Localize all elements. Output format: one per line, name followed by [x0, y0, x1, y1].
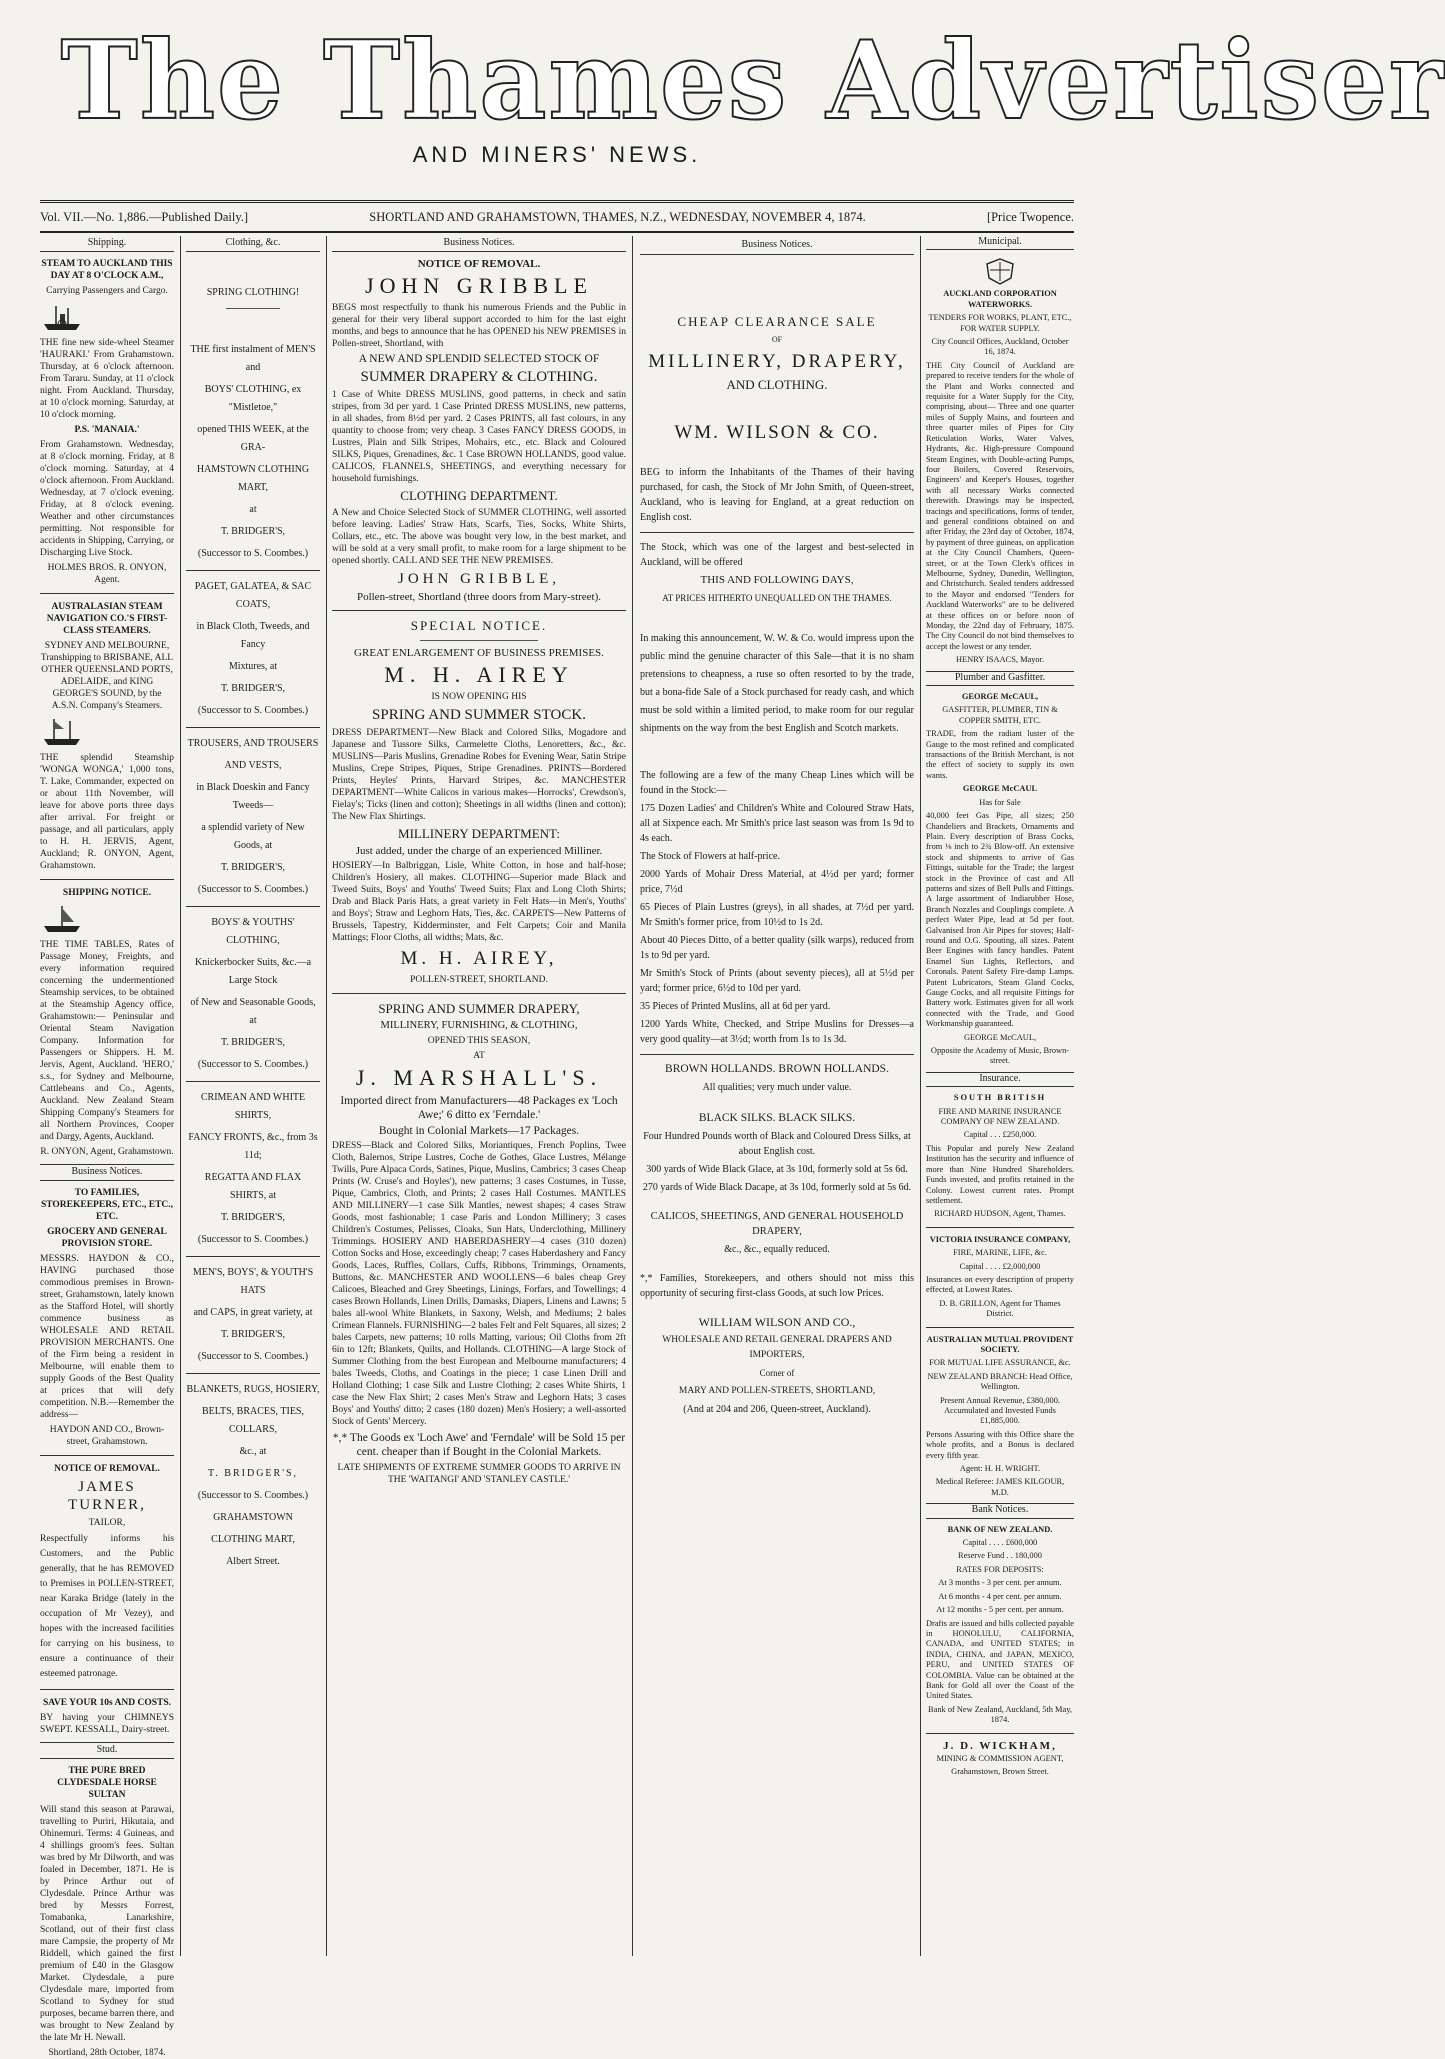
ad-body: BY having your CHIMNEYS SWEPT. KESSALL, Dairy-street.	[40, 1713, 174, 1735]
ad-line: a splendid variety of New Goods, at	[201, 822, 305, 851]
ad-body: 300 yards of Wide Black Glace, at 3s 10d, formerly sold at 5s 6d.	[646, 1164, 908, 1175]
section-heading: Plumber and Gasfitter.	[926, 671, 1074, 686]
section-heading: Insurance.	[926, 1072, 1074, 1087]
ad-line: HAMSTOWN CLOTHING MART,	[196, 464, 310, 493]
dateline	[40, 200, 1074, 233]
ad-body: TRADE, from the radiant luster of the Gauge to the most refined and complicated transactions of the British Merchant, is not the effect of society to supply its own wants.	[926, 729, 1074, 780]
ad-heading: NOTICE OF REMOVAL.	[54, 1464, 160, 1474]
ad-body: The following are a few of the many Cheap Lines which will be found in the Stock:—	[640, 770, 914, 796]
ad-heading: CALICOS, SHEETINGS, AND GENERAL HOUSEHOLD DRAPERY,	[650, 1211, 904, 1237]
ad-body: 270 yards of Wide Black Dacape, at 3s 10d, formerly sold at 5s 6d.	[642, 1182, 912, 1193]
ad-line: BELTS, BRACES, TIES, COLLARS,	[202, 1406, 304, 1435]
column-municipal	[926, 236, 1074, 1956]
ad-line: 175 Dozen Ladies' and Children's White and Coloured Straw Hats, all at Sixpence each. Mr Smith's price last season was from 1s 9d to 4s each.	[640, 803, 914, 844]
ad-address: POLLEN-STREET, SHORTLAND.	[410, 975, 548, 985]
ad-body: From Grahamstown. Wednesday, at 8 o'clock morning. Friday, at 8 o'clock morning. Saturday, at 4 o'clock afternoon. From Auckland. Wednesday, at 7 o'clock evening. Friday, at 8 o'clock evening. Weather and other circumstances permitting. Not responsible for accidents in Shipping, Carrying, or Discharging Live Stock.	[40, 440, 174, 558]
ad-subheading: NEW ZEALAND BRANCH: Head Office, Wellington.	[927, 1371, 1073, 1392]
ad-name: WM. WILSON & CO.	[674, 422, 880, 443]
masthead-subtitle: AND MINERS' NEWS.	[412, 142, 702, 167]
ad-name: WILLIAM WILSON AND CO.,	[698, 1315, 856, 1329]
ad-body	[186, 578, 320, 720]
ad-signature: GEORGE McCAUL,	[963, 1032, 1037, 1042]
ad-signature: R. ONYON, Agent, Grahamstown.	[40, 1147, 174, 1157]
ad-body	[186, 914, 320, 1074]
ad-body: The Stock, which was one of the largest and best-selected in Auckland, will be offered	[640, 542, 914, 568]
ad-line: THE first instalment of MEN'S and	[190, 344, 316, 373]
ad-subheading: OF	[771, 335, 783, 344]
ad-signature: JOHN GRIBBLE,	[397, 571, 560, 587]
masthead	[40, 18, 1445, 167]
volume-number: Vol. VII.—No. 1,886.—Published Daily.]	[40, 209, 249, 224]
section-heading: Business Notices.	[332, 236, 626, 252]
ad-body: In making this announcement, W. W. & Co. would impress upon the public mind the genuine character of this Sale—that it is no sham pretensions to cheapness, a ruse so often resorted to by the trade, but a bona-fide Sale of a Stock purchased for ready cash, and which must be sold within a limited period, to make room for our regular shipments on the way from the best English and Scotch markets.	[640, 633, 914, 734]
column-rule	[326, 236, 327, 1956]
ad-heading: TO FAMILIES, STOREKEEPERS, ETC., ETC., ETC.	[40, 1188, 174, 1222]
ad-line: (Successor to S. Coombes.)	[197, 1234, 309, 1245]
ad-signature: D. B. GRILLON, Agent for Thames District.	[939, 1298, 1061, 1319]
ad-subheading: MILLINERY, FURNISHING, & CLOTHING,	[380, 1020, 578, 1031]
ad-body	[186, 1264, 320, 1366]
ad-body: Drafts are issued and bills collected payable in HONOLULU, CALIFORNIA, CANADA, and UNITED STATES; in INDIA, CHINA, and JAPAN, MEXICO, PERU, and UNITED STATES OF COLOMBIA. Value can be obtained at the Bank for Gold all over the Coast of the United States.	[926, 1618, 1074, 1701]
ad-line: Mixtures, at	[228, 661, 278, 672]
ad-heading: SPECIAL NOTICE.	[410, 618, 548, 633]
ad-subheading: FIRE, MARINE, LIFE, &c.	[953, 1248, 1047, 1258]
ad-note: LATE SHIPMENTS OF EXTREME SUMMER GOODS TO ARRIVE IN THE 'WAITANGI' AND 'STANLEY CASTLE.'	[337, 1463, 621, 1485]
ad-heading: SPRING AND SUMMER DRAPERY,	[378, 1001, 580, 1016]
ad-rate: At 3 months - 3 per cent. per annum.	[938, 1578, 1062, 1588]
section-heading: Business Notices.	[640, 236, 914, 255]
section-heading: Shipping.	[40, 236, 174, 252]
ad-subheading: IS NOW OPENING HIS	[431, 692, 527, 702]
ad-line: &c., at	[239, 1446, 267, 1457]
ad-subheading: GREAT ENLARGEMENT OF BUSINESS PREMISES.	[354, 647, 604, 659]
ad-body: BEGS most respectfully to thank his numerous Friends and the Public in general for their very liberal support accorded to him for the last eight months, and begs to announce that he has OPENED his NEW PREMISES in Pollen-street, Shortland, with	[332, 303, 626, 349]
ad-heading: MILLINERY, DRAPERY,	[648, 351, 906, 372]
ad-body: Present Annual Revenue, £380,000. Accumulated and Invested Funds £1,885,000.	[939, 1395, 1061, 1426]
ad-rate: At 12 months - 5 per cent. per annum.	[936, 1605, 1064, 1615]
ad-line: in Black Doeskin and Fancy Tweeds—	[196, 782, 310, 811]
ad-body: THE City Council of Auckland are prepared to receive tenders for the whole of the Plant and Works connected and requisite for a Water Supply for the City, comprising, about— Three and one quarter miles of Supply Mains, and fourteen and three quarter miles of Pipes for City Reticulation Works, Water Valves, Hydrants, &c. High-pressure Compound Steam Engines, with Double-acting Pumps, four Boilers, Covered Reservoirs, Engineers' and Keeper's Houses, together with all necessary Works connected therewith. Drawings may be inspected, tracings and specifications, forms of tender, and general conditions obtained on and after Friday, the 23rd day of October, 1874, by payment of three guineas, on application at the City Council Chambers, Queen-street, or at the Town Clerk's offices in Melbourne, Sydney, Dunedin, Wellington, and Christchurch. Sealed tenders addressed to the Mayor and endorsed "Tenders for Auckland Waterworks" are to be delivered at these offices on or before noon of Monday, the 22nd day of February, 1875. The City Council do not bind themselves to accept the lowest or any tender.	[926, 360, 1074, 651]
steamship-icon	[40, 902, 84, 936]
ad-heading: P.S. 'MANAIA.'	[74, 425, 140, 435]
ad-body	[186, 1089, 320, 1249]
ad-body: HOSIERY—In Balbriggan, Lisle, White Cotton, in hose and half-hose; Children's Hosiery, all makes. CLOTHING—Superior made Black and Tweed Suits, Boys' and Youths' Tweed Suits; Flax and Long Cloth Shirts; Drab and Black Paris Hats, a great variety in Felt Hats—in Men's, Youths' and Boys'; Straw and Leghorn Hats, Ties, &c. CARPETS—New Patterns of Brussels, Tapestry, Kidderminster, and Felt Carpets; Coir and Manila Mattings; Floor Cloths, all widths; Mats, &c.	[332, 861, 626, 943]
ad-body: DRESS—Black and Colored Silks, Moriantiques, French Poplins, Twee Cloth, Balernos, Stripe Lustres, Coche de Gothes, Glace Lustres, Mélange Twills, Pure Alpaca Cords, Satines, Pique, Muslins, Cambrics; 3 cases Cheap Prints (W. Cruse's and Hoyles'), new patterns; 3 cases Costumes, in Tusse, Pique, Cambrics, Cloth, and Prints; 2 cases Hall Costumes. MANTLES AND MILLINERY—1 case Silk Mantles, newest shapes; 4 cases Straw Goods, most fashionable; 1 case Paris and London Millinery; 3 cases Children's Costumes, Pelisses, Cloaks, Sun Hats, Underclothing, Millinery Trimmings. HOSIERY AND HABERDASHERY—4 cases (310 dozen) Cotton Socks and Hose, exceedingly cheap; 7 cases Haberdashery and Fancy Goods, Laces, Ruffles, Collars, Cuffs, Ribbons, Trimmings, Ornaments, Buttons, &c. MANCHESTER AND WOOLLENS—6 bales cheap Grey Calicoes, Bleached and Grey Sheetings, Linings, Forfars, and Towellings; 4 cases Brown Hollands, Linen Drills, Damasks, Diapers, Linens and Lawns; 5 bales all-wool White Blankets, in Saxony, Welsh, and Mediums; 2 bales Crimean Flannels. FURNISHING—2 bales Felt and Felt Squares, all sizes; 2 bales Carpets, new patterns; 10 rolls Matting, various; Oil Cloths from 2ft 6in to 12ft; Blankets, Quilts, and Hollands. CLOTHING—A large Stock of Summer Clothing from the best European and Melbourne manufacturers; 4 bales Tweeds, Cloths, and Coatings in the piece; 1 case Linen Drill and Holland Clothing; 1 case Silk and Lustre Clothing; 2 cases White Shirts, 1 case the New Flax Shirt; 2 cases Men's Straw and Leghorn Hats; 3 cases Boys' and Youths' ditto; 2 cases (180 dozen) Men's Hosiery; a well-assorted Stock of Gents' Mercery.	[332, 1141, 626, 1427]
ad-subheading: AT	[473, 1051, 485, 1061]
ad-body: 1 Case of White DRESS MUSLINS, good patterns, in check and satin stripes, from 3d per yard. 1 Case Printed DRESS MUSLINS, new patterns, in all shades, from 8½d per yard. 2 Cases PRINTS, all fast colours, in any quantity to choose from; very cheap. 3 Cases FANCY DRESS GOODS, in Lustres, Plain and Silk Stripes, Mohairs, etc., etc. Black and Coloured SILKS, Piques, Grenadines, &c. 1 Case BROWN HOLLANDS, good value. CALICOS, FLANNELS, SHEETINGS, and everything necessary for household furnishings.	[332, 390, 626, 484]
ad-name: GEORGE McCAUL	[962, 784, 1038, 794]
ad-heading: NOTICE OF REMOVAL.	[417, 258, 541, 270]
column-rule	[632, 236, 633, 1956]
ad-body: Persons Assuring with this Office share the whole profits, and a Bonus is declared every fifth year.	[926, 1429, 1074, 1460]
ad-name: J. MARSHALL'S.	[355, 1065, 603, 1090]
ad-signature: Shortland, 28th October, 1874.	[48, 2048, 166, 2058]
steamship-icon	[40, 715, 84, 749]
ad-body: THE splendid Steamship 'WONGA WONGA,' 1,000 tons, T. Lake, Commander, expected on or about 11th November, will leave for above ports three days after arrival. For freight or passage, and all particulars, apply to H. H. JERVIS, Agent, Auckland; R. ONYON, Agent, Grahamstown.	[40, 753, 174, 871]
steamship-icon	[40, 300, 84, 334]
ad-signature: Bank of New Zealand, Auckland, 5th May, 1874.	[928, 1704, 1072, 1725]
column-clothing	[186, 236, 320, 1956]
ad-name: T. BRIDGER'S,	[207, 1468, 299, 1479]
ad-line: (Successor to S. Coombes.)	[197, 1059, 309, 1070]
ad-line: BOYS' CLOTHING, ex "Mistletoe,"	[204, 384, 302, 413]
ad-name: VICTORIA INSURANCE COMPANY,	[929, 1234, 1071, 1244]
ad-line: (Successor to S. Coombes.)	[197, 1351, 309, 1362]
column-rule	[180, 236, 181, 1956]
ad-subheading: (Successor to S. Coombes.)	[197, 1490, 309, 1501]
ad-line: MEN'S, BOYS', & YOUTH'S HATS	[192, 1267, 314, 1296]
ad-subheading: TENDERS FOR WORKS, PLANT, ETC., FOR WATER SUPPLY.	[928, 313, 1072, 333]
ad-heading: A NEW AND SPLENDID SELECTED STOCK OF	[358, 353, 600, 365]
ad-line: REGATTA AND FLAX SHIRTS, at	[204, 1172, 302, 1201]
ad-date: City Council Offices, Auckland, October 16, 1874.	[931, 337, 1069, 357]
ad-body: *,* Families, Storekeepers, and others should not miss this opportunity of securing first-class Goods, at such low Prices.	[640, 1273, 914, 1299]
ad-body: A New and Choice Selected Stock of SUMMER CLOTHING, well assorted before leaving. Ladies' Straw Hats, Scarfs, Ties, Socks, White Shirts, Collars, etc., etc. The above was bought very low, in the best market, and will be sold at a very small profit, to make room for a large shipment to be opened shortly. CALL AND SEE THE NEW PREMISES.	[332, 508, 626, 566]
ad-address: (And at 204 and 206, Queen-street, Auckland).	[683, 1404, 871, 1415]
ad-line: of New and Seasonable Goods, at	[190, 997, 316, 1026]
ad-line: at	[249, 504, 257, 515]
ad-subheading: Corner of	[759, 1368, 795, 1378]
ad-heading: SHIPPING NOTICE.	[62, 888, 152, 898]
ad-address: Pollen-street, Shortland (three doors from Mary-street).	[356, 591, 602, 603]
ad-subheading: Carrying Passengers and Cargo.	[46, 286, 168, 296]
ad-line: (Successor to S. Coombes.)	[197, 548, 309, 559]
ad-heading: CLOTHING DEPARTMENT.	[400, 488, 558, 503]
column-business-1	[332, 236, 626, 1956]
ad-capital: Capital . . . . £2,000,000	[959, 1261, 1041, 1271]
ad-body: DRESS DEPARTMENT—New Black and Colored Silks, Mogadore and Japanese and Tussore Silks, Carmelette Cloths, Lenoretters, &c., &c. MUSLINS—Paris Muslins, Grenadine Robes for Evening Wear, Satin Stripe Muslins, Crepe Stripes, Piques, Stripe Grenadines. PRINTS—Bordered Prints, Heyles' Prints, Harvard Stripes, &c. MANCHESTER DEPARTMENT—White Calicos in various makes—Horrocks', Crewdson's, Fielay's; Ticks (linen and cotton); Sheetings in all widths (linen and cotton); The New Flax Shirtings.	[332, 728, 626, 822]
ad-heading: AUSTRALASIAN STEAM NAVIGATION CO.'S FIRST-CLASS STEAMERS.	[46, 602, 168, 636]
column-shipping	[40, 236, 174, 2058]
ad-note: *,* The Goods ex 'Loch Awe' and 'Ferndale' will be Sold 15 per cent. cheaper than if Bought in the Colonial Markets.	[332, 1432, 626, 1458]
ad-line: T. BRIDGER'S,	[220, 1037, 286, 1048]
ad-signature: HENRY ISAACS, Mayor.	[955, 655, 1045, 665]
ad-subheading: SYDNEY AND MELBOURNE, Transhipping to BRISBANE, ALL OTHER QUEENSLAND PORTS, ADELAIDE, and KING GEORGE'S SOUND, by the A.S.N. Company's Steamers.	[40, 641, 174, 711]
section-heading: Business Notices.	[40, 1164, 174, 1181]
ad-line: 1200 Yards White, Checked, and Stripe Muslins for Dresses—a very good quality—at 3½d; worth from 1s to 1s 3d.	[640, 1019, 914, 1045]
ad-line: 65 Pieces of Plain Lustres (greys), in all shades, at 7½d per yard. Mr Smith's former price, from 10½d to 1s 2d.	[640, 902, 914, 928]
place-date: SHORTLAND AND GRAHAMSTOWN, THAMES, N.Z., WEDNESDAY, NOVEMBER 4, 1874.	[369, 209, 866, 224]
ad-address: MARY AND POLLEN-STREETS, SHORTLAND,	[678, 1386, 876, 1396]
ad-subheading: FIRE AND MARINE INSURANCE COMPANY OF NEW ZEALAND.	[938, 1106, 1062, 1127]
ad-heading: STEAM TO AUCKLAND THIS DAY AT 8 O'CLOCK A.M.,	[41, 259, 173, 281]
ad-address: Opposite the Academy of Music, Brown-street.	[930, 1046, 1070, 1066]
ad-body: Four Hundred Pounds worth of Black and Coloured Dress Silks, at about English cost.	[643, 1131, 911, 1157]
ad-name: J. D. WICKHAM,	[943, 1739, 1057, 1752]
ad-heading: CLOTHING MART,	[211, 1534, 295, 1545]
ad-address: Grahamstown, Brown Street.	[951, 1767, 1049, 1777]
ad-subheading: Has for Sale	[979, 797, 1021, 807]
ad-line: and CAPS, in great variety, at	[193, 1307, 313, 1318]
ad-body: This Popular and purely New Zealand Institution has the security and influence of more than Nine Hundred Shareholders. Funds invested, and profits retained in the Colony. Lowest current rates. Prompt settlement.	[926, 1143, 1074, 1205]
column-rule	[920, 236, 921, 1956]
ad-signature: M. H. AIREY,	[400, 948, 558, 969]
ad-name: AUSTRALIAN MUTUAL PROVIDENT SOCIETY.	[926, 1334, 1074, 1354]
ad-body: Respectfully informs his Customers, and the Public generally, that he has REMOVED to Premises in POLLEN-STREET, near Karaka Bridge (lately in the occupation of Mr Vezey), and hopes with the increased facilities for carrying on his business, to ensure a continuance of their esteemed patronage.	[40, 1534, 174, 1679]
ad-subheading: AT PRICES HITHERTO UNEQUALLED ON THE THAMES.	[662, 593, 892, 603]
section-heading: Bank Notices.	[926, 1503, 1074, 1518]
ad-heading: SPRING CLOTHING!	[206, 287, 300, 298]
ad-subheading: OPENED THIS SEASON,	[427, 1036, 531, 1046]
ad-subheading: RATES FOR DEPOSITS:	[956, 1564, 1044, 1574]
ad-line: T. BRIDGER'S,	[220, 1212, 286, 1223]
price-list	[640, 801, 914, 1047]
crest-icon	[980, 256, 1020, 286]
ad-subheading: Bought in Colonial Markets—17 Packages.	[378, 1125, 580, 1137]
ad-line: The Stock of Flowers at half-price.	[640, 851, 780, 862]
ad-line: TROUSERS, AND TROUSERS	[187, 738, 319, 749]
ad-line: T. BRIDGER'S,	[220, 683, 286, 694]
ad-line: FANCY FRONTS, &c., from 3s 11d;	[188, 1132, 318, 1161]
ad-line: T. BRIDGER'S,	[220, 1329, 286, 1340]
ad-subheading: &c., &c., equally reduced.	[724, 1244, 830, 1255]
ad-subheading: MINING & COMMISSION AGENT,	[936, 1753, 1064, 1763]
ad-line: (Successor to S. Coombes.)	[197, 884, 309, 895]
column-business-2	[640, 236, 914, 1956]
ad-name: BANK OF NEW ZEALAND.	[947, 1524, 1053, 1534]
ad-heading: AUCKLAND CORPORATION WATERWORKS.	[943, 289, 1057, 309]
ad-trade: GASFITTER, PLUMBER, TIN & COPPER SMITH, ETC.	[942, 705, 1058, 725]
ad-body: THE TIME TABLES, Rates of Passage Money, Freights, and every information required concerning the undermentioned Steamship services, to be obtained at the Steamship Agency office, Grahamstown:— Peninsular and Oriental Steam Navigation Company. Information for Passengers or Shippers. H. M. Jervis, Agent, Auckland. 'HERO,' s.s., for Sydney and Melbourne, Cattlebeans and Co., Agents, Auckland. New Zealand Steam Shipping Company's Steamers for all Northern Provinces, Cooper and Dargy, Agents, Auckland.	[40, 940, 174, 1142]
ad-line: PAGET, GALATEA, & SAC COATS,	[194, 581, 312, 610]
ad-line: BOYS' & YOUTHS' CLOTHING,	[211, 917, 295, 946]
ad-heading: BROWN HOLLANDS. BROWN HOLLANDS.	[665, 1063, 889, 1075]
ad-heading: SAVE YOUR 10s AND COSTS.	[42, 1698, 172, 1708]
ad-line: 2000 Yards of Mohair Dress Material, at 4½d per yard; former price, 7½d	[640, 869, 914, 895]
ad-rate: At 6 months - 4 per cent. per annum.	[938, 1591, 1062, 1601]
ad-capital: Capital . . . £250,000.	[963, 1130, 1037, 1140]
section-heading: Stud.	[40, 1742, 174, 1759]
ad-body	[186, 735, 320, 899]
ad-address: Albert Street.	[226, 1556, 280, 1567]
ad-line: in Black Cloth, Tweeds, and Fancy	[196, 621, 310, 650]
ad-signature: HOLMES BROS. R. ONYON, Agent.	[47, 563, 167, 585]
ad-body: THE fine new side-wheel Steamer 'HAURAKI.' From Grahamstown. Thursday, at 6 o'clock afternoon. From Tararu. Sunday, at 11 o'clock night. From Auckland. Thursday, at 10 o'clock morning. Saturday, at 10 o'clock morning.	[40, 338, 174, 420]
ad-line: 35 Pieces of Printed Muslins, all at 6d per yard.	[640, 1001, 831, 1012]
ad-body	[186, 1381, 320, 1461]
ad-signature: RICHARD HUDSON, Agent, Thames.	[934, 1209, 1066, 1219]
ad-trade: WHOLESALE AND RETAIL GENERAL DRAPERS AND IMPORTERS,	[662, 1335, 892, 1360]
ad-body: Will stand this season at Parawai, travelling to Puriri, Hikutaia, and Ohinemuri. Terms: 4 Guineas, and 4 shillings groom's fees. Sultan was bred by Mr Dilworth, and was foaled in December, 1871. He is by Prince Arthur out of Clydesdale. Prince Arthur was bred by Messrs Forrest, Tomabanka, Lanarkshire, Scotland, out of their first class mare Campsie, the property of Mr Riddell, which gained the first premium of £40 in the Glasgow Market. Clydesdale, a pure Clydesdale mare, imported from Scotland to Sydney for stud purposes, became barren there, and was brought to New Zealand by the late Mr H. Newall.	[40, 1805, 174, 2043]
ad-line: Mr Smith's Stock of Prints (about seventy pieces), all at 5½d per yard; former price, 6½d to 10d per yard.	[640, 968, 914, 994]
ad-line: (Successor to S. Coombes.)	[197, 705, 309, 716]
ad-line: T. BRIDGER'S,	[220, 862, 286, 873]
ad-line: BLANKETS, RUGS, HOSIERY,	[186, 1384, 320, 1395]
ad-subheading: FOR MUTUAL LIFE ASSURANCE, &c.	[929, 1358, 1071, 1368]
ad-heading: MILLINERY DEPARTMENT:	[398, 826, 560, 841]
ad-name: M. H. AIREY	[384, 662, 574, 687]
ad-heading: CHEAP CLEARANCE SALE	[677, 314, 877, 329]
masthead-title: The Thames Advertiser	[60, 18, 1445, 144]
ad-subheading: All qualities; very much under value.	[702, 1082, 852, 1093]
ad-signature: HAYDON AND CO., Brown-street, Grahamstown.	[49, 1425, 165, 1447]
ad-name: JAMES TURNER,	[68, 1479, 146, 1513]
ad-trade: TAILOR,	[88, 1518, 126, 1528]
ad-name: GEORGE McCAUL,	[961, 692, 1039, 702]
ad-agent: Agent: H. H. WRIGHT.	[959, 1464, 1041, 1474]
ad-line: About 40 Pieces Ditto, of a better quality (silk warps), reduced from 1s to 9d per yard.	[640, 935, 914, 961]
ad-referee: Medical Referee: JAMES KILGOUR, M.D.	[935, 1477, 1065, 1497]
ad-body: BEG to inform the Inhabitants of the Thames of their having purchased, for cash, the Stock of Mr John Smith, of Queen-street, Auckland, who is leaving for England, at a great reduction on English cost.	[640, 467, 914, 523]
ad-heading: THE PURE BRED CLYDESDALE HORSE SULTAN	[57, 1766, 157, 1800]
ad-subheading: Just added, under the charge of an experienced Milliner.	[355, 845, 603, 857]
ad-body: Insurances on every description of property effected, at Lowest Rates.	[926, 1274, 1074, 1295]
section-heading: Municipal.	[926, 236, 1074, 250]
ad-heading: SPRING AND SUMMER STOCK.	[372, 707, 586, 723]
ad-body	[186, 341, 320, 563]
section-heading: Clothing, &c.	[186, 236, 320, 252]
ad-heading: THIS AND FOLLOWING DAYS,	[700, 574, 854, 586]
ad-heading: BLACK SILKS. BLACK SILKS.	[698, 1112, 856, 1124]
ad-reserve: Reserve Fund . . 180,000	[958, 1551, 1042, 1561]
ad-line: T. BRIDGER'S,	[220, 526, 286, 537]
ad-line: Knickerbocker Suits, &c.—a Large Stock	[194, 957, 312, 986]
ad-place: GRAHAMSTOWN	[213, 1512, 293, 1523]
ad-name: JOHN GRIBBLE	[365, 273, 593, 298]
ad-heading: SUMMER DRAPERY & CLOTHING.	[360, 369, 598, 385]
ad-subheading: GROCERY AND GENERAL PROVISION STORE.	[47, 1227, 167, 1249]
ad-name: SOUTH BRITISH	[953, 1093, 1047, 1103]
ad-capital: Capital . . . . £600,000	[962, 1538, 1038, 1548]
price: [Price Twopence.	[986, 209, 1074, 224]
ad-heading: AND CLOTHING.	[726, 377, 828, 392]
ad-subheading: Imported direct from Manufacturers—48 Packages ex 'Loch Awe;' 6 ditto ex 'Ferndale.'	[340, 1095, 618, 1121]
ad-line: CRIMEAN AND WHITE SHIRTS,	[200, 1092, 306, 1121]
ad-line: opened THIS WEEK, at the GRA-	[197, 424, 309, 453]
ad-body: MESSRS. HAYDON & CO., HAVING purchased those commodious premises in Brown-street, Grahamstown, lately known as the Stafford Hotel, will shortly commence business as WHOLESALE AND RETAIL PROVISION MERCHANTS. One of the Firm being a resident in Melbourne, will enable them to supply Goods of the Best Quality at prices that will defy competition. N.B.—Remember the address—	[40, 1254, 174, 1420]
ad-body: 40,000 feet Gas Pipe, all sizes; 250 Chandeliers and Brackets, Ornaments and Plain. Every description of Brass Cocks, from ⅛ inch to 2¾ Blow-off. An extensive stock and shipments to arrive of Gas Fittings, suitable for the Trade; the largest stock in the Province of cast and All patterns and sizes of Bell Pulls and Fittings. A large assortment of Indiarubber Hose, Branch Nozzles and Couplings complete. A perfect Water Pipe, lead at 5d per foot. Galvanised Iron Air Pipes for stoves; Half-round and O.G. Spouting, all sizes. Patent Beer Engines with fancy handles. Patent Enamel Sun Lights, Reflectors, and Coronals. Patent Safety Fire-damp Lamps. Patent Lubricators, Steam Gland Cocks, Gauge Cocks, and all requisite Fittings for Battery work. Estimates given for all work connected with the Trade, and Good Workmanship guaranteed.	[926, 811, 1074, 1029]
ad-line: AND VESTS,	[224, 760, 282, 771]
